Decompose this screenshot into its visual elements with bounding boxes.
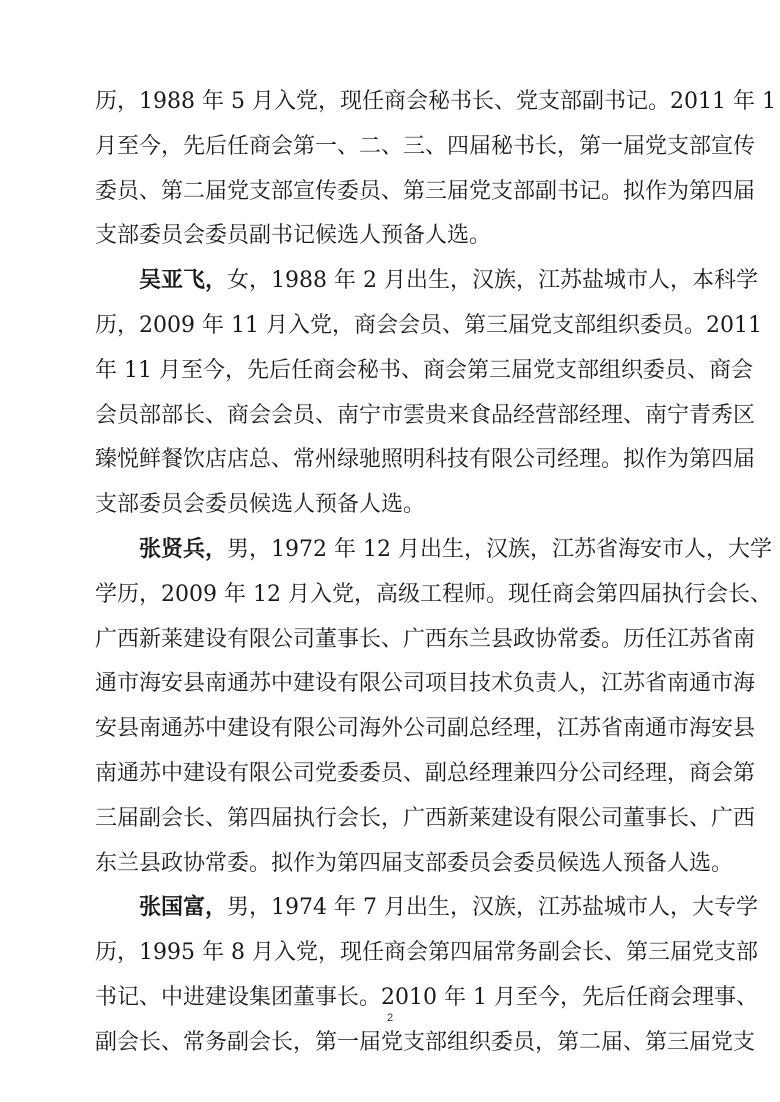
text-line: 通市海安县南通苏中建设有限公司项目技术负责人，江苏省南通市海 <box>95 671 756 697</box>
text-line <box>139 261 758 301</box>
text-line: 支部委员会委员候选人预备人选。 <box>95 492 426 518</box>
text-line: 副会长、常务副会长，第一届党支部组织委员，第二届、第三届党支 <box>95 1029 756 1055</box>
text-line: 会员部部长、商会会员、南宁市雲贵来食品经营部经理、南宁青秀区 <box>95 402 756 428</box>
text-line: 三届副会长、第四届执行会长，广西新莱建设有限公司董事长、广西 <box>95 805 756 831</box>
text-line: 历，2009 年 11 月入党，商会会员、第三届党支部组织委员。2011 <box>95 313 762 338</box>
person-name: 张国富， <box>139 895 228 921</box>
text-line: 委员、第二届党支部宣传委员、第三届党支部副书记。拟作为第四届 <box>95 178 756 204</box>
text-line: 臻悦鲜餐饮店店总、常州绿驰照明科技有限公司经理。拟作为第四届 <box>95 447 756 473</box>
text-line: 年 11 月至今，先后任商会秘书、商会第三届党支部组织委员、商会 <box>95 357 753 383</box>
text-line: 月至今，先后任商会第一、二、三、四届秘书长，第一届党支部宣传 <box>95 133 756 159</box>
text-line: 广西新莱建设有限公司董事长、广西东兰县政协常委。历任江苏省南 <box>95 626 756 652</box>
text-line: 安县南通苏中建设有限公司海外公司副总经理，江苏省南通市海安县 <box>95 716 756 742</box>
person-name: 吴亚飞， <box>139 268 228 294</box>
text-line: 东兰县政协常委。拟作为第四届支部委员会委员候选人预备人选。 <box>95 850 734 876</box>
text-line: 南通苏中建设有限公司党委委员、副总经理兼四分公司经理，商会第 <box>95 761 756 786</box>
text-line: 历，1988 年 5 月入党，现任商会秘书长、党支部副书记。2011 年 1 <box>95 89 776 114</box>
text-span: 男，1972 年 12 月出生，汉族，江苏省海安市人，大学 <box>227 537 772 562</box>
text-span: 女，1988 年 2 月出生，汉族，江苏盐城市人，本科学 <box>227 268 758 294</box>
text-line: 历，1995 年 8 月入党，现任商会第四届常务副会长、第三届党支部 <box>95 940 758 966</box>
page-number: 2 <box>386 1012 394 1024</box>
text-line: 支部委员会委员副书记候选人预备人选。 <box>95 223 492 249</box>
text-span: 男，1974 年 7 月出生，汉族，江苏盐城市人，大专学 <box>227 895 758 921</box>
text-line <box>139 888 758 928</box>
text-line: 书记、中进建设集团董事长。2010 年 1 月至今，先后任商会理事、 <box>95 985 758 1010</box>
text-line: 学历，2009 年 12 月入党，高级工程师。现任商会第四届执行会长、 <box>95 581 772 607</box>
text-line <box>139 530 772 570</box>
person-name: 张贤兵， <box>139 537 228 562</box>
